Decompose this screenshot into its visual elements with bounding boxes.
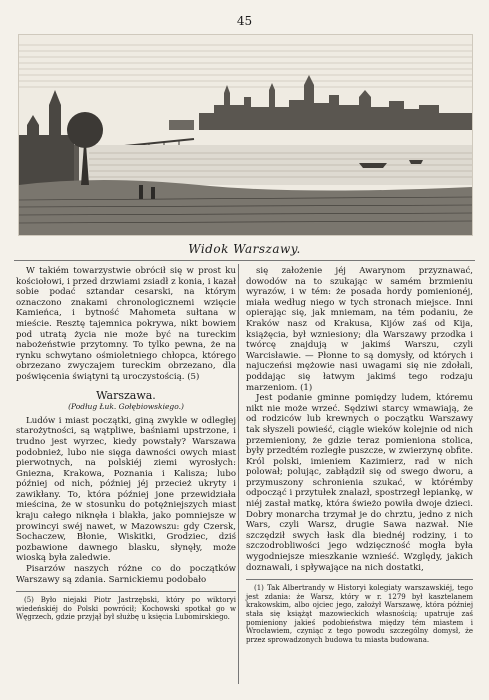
engraving-view-of-warsaw	[18, 34, 473, 236]
page-number: 45	[236, 14, 253, 28]
left-footnote-rule	[16, 591, 236, 592]
right-footnote: (1) Tak Albertrandy w Historyi kolegiaty warszawskiéj, tego jest zdania: że Warsz, który w r. 1279 był kasztelanem krakowskim, albo ojciec jego, założył Warszawę, która później stała się książąt mazowieckich własnością; upatruje zaś pomieniony jakieś podobieństwa między tém miastem i Wrocławiem, czyniąc z tego powodu szczególny domysł, że przez sprowadzonych budowa tu miasta budowana.	[246, 584, 473, 644]
header-rule	[14, 260, 475, 261]
right-column	[246, 266, 473, 644]
illustration-caption: Widok Warszawy.	[188, 242, 301, 256]
engraving-drawing	[19, 35, 472, 235]
left-paragraph-2: Ludów i miast początki, giną zwykle w odległej starożytności, są wątpliwe, baśniami upstrzone, i trudno jest wyrzec, kiedy powstały? Warszawa podobnież, lubo nie sięga dawności owych miast pierwotnych, na polskiéj ziemi wyrosłych: Gniezna, Krakowa, Poznania i Kalisza; lubo później od nich, później jéj przecież ukryty i zawikłany. To, która później jone przewidziała mieścina, że w stosunku do potężniejszych miast kraju całego niknęła i blakła, jako pomniejsze w prowincyi swéj nawet, w Mazowszu: gdy Czersk, Sochaczew, Błonie, Wiskitki, Grodziec, dziś pozbawione dawnego blasku, słynęły, może wioską była zaledwie.	[16, 415, 236, 564]
right-paragraph-2: Jest podanie gminne pomiędzy ludem, któremu nikt nie może wrzeć. Sędziwi starcy wmawiają, że od rodziców lub krewnych o początku Warszawy tak słyszeli powieść, ciągle wieków kolejnie od nich przemieniony, że gdzie teraz pomieniona stolica, były przedtém rozległe puszcze, w zwierzynę obfite. Król polski, imieniem Kazimierz, rad w nich polował; polując, zabłądził się od swego dworu, a przymuszony schronienia szukać, w którémby odpocząć i przytułek znalazł, spostrzegł lepiankę, w niéj zastał matkę, która świeżo powiła dwoje dzieci. Dobry monarcha trzymał je do chrztu, jedno z nich Wars, czyli Warsz, drugie Sawa nazwał. Nie szczędził swych łask dla biednéj rodziny, i to szczodrobliwości jego wdzięczność mogła była wygodniejsze mieszkanie wznieść. Względy, jakich doznawali, i spływające na nich dostatki,	[246, 393, 473, 573]
right-footnote-rule	[246, 579, 473, 580]
section-title: Warszawa.	[96, 388, 156, 402]
left-footnote: (5) Było niejaki Piotr Jastrzębski, który po wiktoryi wiedeńskiéj do Polski powrócił; Kochowski spotkał go w Węgrzech, gdzie przyjął był służbę u księcia Lubomirskiego.	[16, 596, 236, 622]
column-divider	[238, 264, 239, 684]
right-paragraph-1: się założenie jéj Awarynom przyznawać, dowodów na to szukając w samém brzmieniu wyrazów, i w tém: że posada hordy pomienionéj, miała według niego w tych stronach miejsce. Inni opierając się, jak mniemam, na tém podaniu, że Kraków nasz od Krakusa, Kijów zaś od Kija, książęcia, był wzniesiony; dla Warszawy przodka i twórcę znajdują w jakimś Warszu, czyli Warcisławie. — Płonne to są domysły, od których i najuczeńsi mężowie nasi uwagami się nie zdołali, poddając się łatwym jakimś tego rodzaju marzeniom. (1)	[246, 266, 473, 393]
left-column	[16, 266, 236, 622]
section-subtitle: (Podług Łuk. Gołębiowskiego.)	[68, 402, 184, 412]
left-paragraph-1: W takiém towarzystwie obrócił się w prost ku kościołowi, i przed drzwiami zsiadł z konia, i kazał sobie podać sztandar cesarski, na którym oznaczono znakami chronologicznemi wzięcie Kamieńca, i bytność Mahometa sułtana w mieście. Resztę tajemnica pokrywa, nikt bowiem pod utratą życia nie może być na tureckim nabożeństwie przytomny. To tylko pewna, że na rynku schwytano ośmioletniego chłopca, którego obrzezano zwyczajem tureckim obrzezano, dla poświęcenia świątyni tą uroczystością. (5)	[16, 266, 236, 382]
left-paragraph-3: Pisarzów naszych różne co do początków Warszawy są zdania. Sarnickiemu podobało	[16, 564, 236, 585]
